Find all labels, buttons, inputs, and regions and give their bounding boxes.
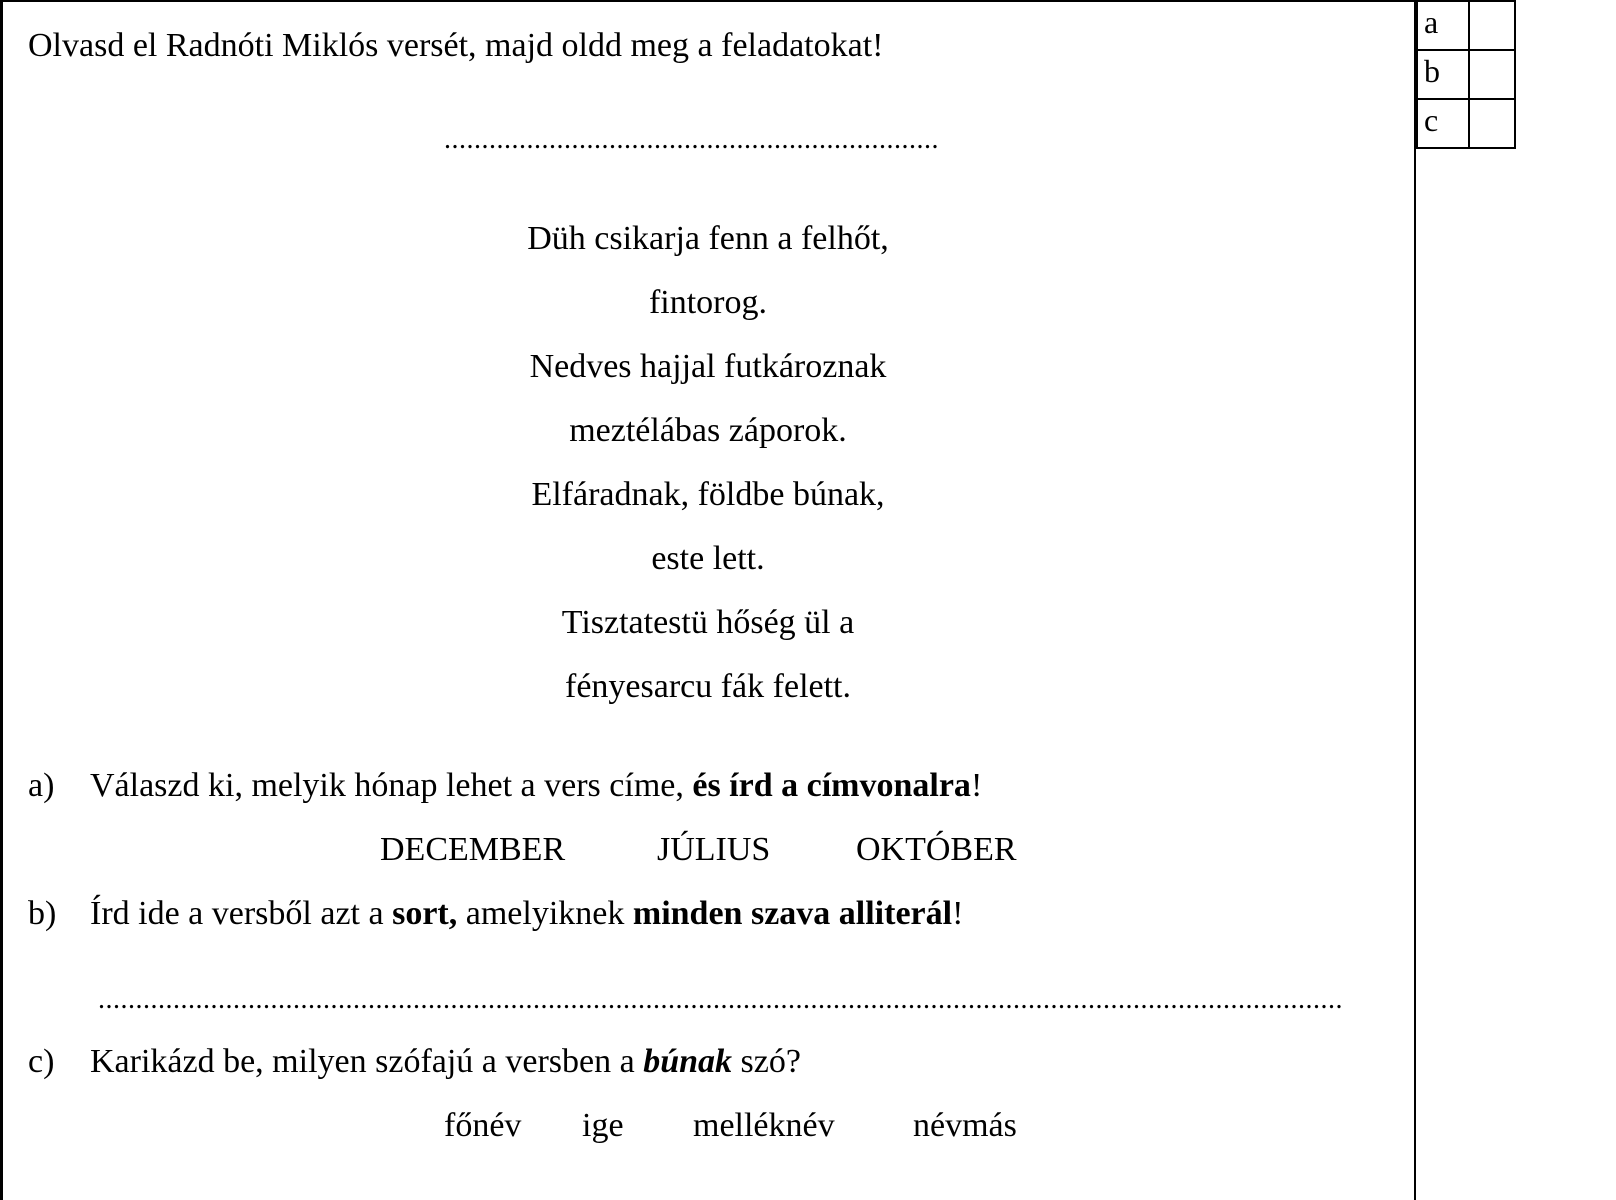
task-b-text: amelyiknek: [457, 895, 633, 932]
option-oktober[interactable]: OKTÓBER: [856, 831, 1017, 868]
task-a-options: [0, 830, 1416, 870]
option-fonev[interactable]: főnév: [444, 1107, 522, 1144]
option-ige[interactable]: ige: [582, 1107, 624, 1144]
task-b-prompt: [90, 894, 963, 934]
option-melleknev[interactable]: melléknév: [693, 1107, 835, 1144]
poem-line: fényesarcu fák felett.: [565, 668, 851, 705]
score-box[interactable]: [1469, 1, 1515, 50]
option-julius[interactable]: JÚLIUS: [657, 831, 771, 868]
poem-line: Elfáradnak, földbe búnak,: [531, 476, 885, 513]
score-label: a: [1417, 1, 1469, 50]
task-b-bold: minden szava alliterál: [632, 895, 953, 932]
task-a-punct: !: [970, 767, 983, 804]
poem-line: fintorog.: [648, 284, 768, 321]
task-c-text: szó?: [732, 1043, 801, 1080]
score-row: [1417, 50, 1515, 99]
task-b-text: Írd ide a versből azt a: [90, 895, 393, 932]
task-c-letter: c): [28, 1043, 55, 1080]
task-b-letter: b): [28, 895, 57, 932]
task-b-bold: sort,: [392, 895, 458, 932]
task-c-text: Karikázd be, milyen szófajú a versben a: [90, 1043, 644, 1080]
poem-line: este lett.: [651, 540, 765, 577]
option-december[interactable]: DECEMBER: [380, 831, 566, 868]
task-a-bold: és írd a címvonalra: [692, 767, 971, 804]
option-nevmas[interactable]: névmás: [913, 1107, 1017, 1144]
poem-line: Tisztatestü hőség ül a: [561, 604, 855, 641]
task-c-options: [0, 1106, 1416, 1146]
score-label: c: [1417, 99, 1469, 148]
poem-line: Nedves hajjal futkároznak: [529, 348, 887, 385]
score-box[interactable]: [1469, 50, 1515, 99]
poem-line: Düh csikarja fenn a felhőt,: [527, 220, 889, 257]
score-table: [1416, 0, 1516, 149]
instruction-text: Olvasd el Radnóti Miklós versét, majd oldd meg a feladatokat!: [28, 27, 884, 64]
task-a-prompt: [90, 766, 982, 806]
task-b-answer-line[interactable]: ......................................................................................................................................................................: [98, 984, 1343, 1015]
poem-line: meztélábas záporok.: [569, 412, 847, 449]
task-a-text: Válaszd ki, melyik hónap lehet a vers címe,: [90, 767, 693, 804]
score-box[interactable]: [1469, 99, 1515, 148]
task-c-prompt: [90, 1042, 801, 1082]
title-answer-line[interactable]: ..................................................................: [444, 124, 939, 155]
score-row: [1417, 1, 1515, 50]
task-a-letter: a): [28, 767, 55, 804]
score-label: b: [1417, 50, 1469, 99]
task-c-keyword: búnak: [643, 1043, 733, 1080]
score-row: [1417, 99, 1515, 148]
task-b-punct: !: [952, 895, 964, 932]
